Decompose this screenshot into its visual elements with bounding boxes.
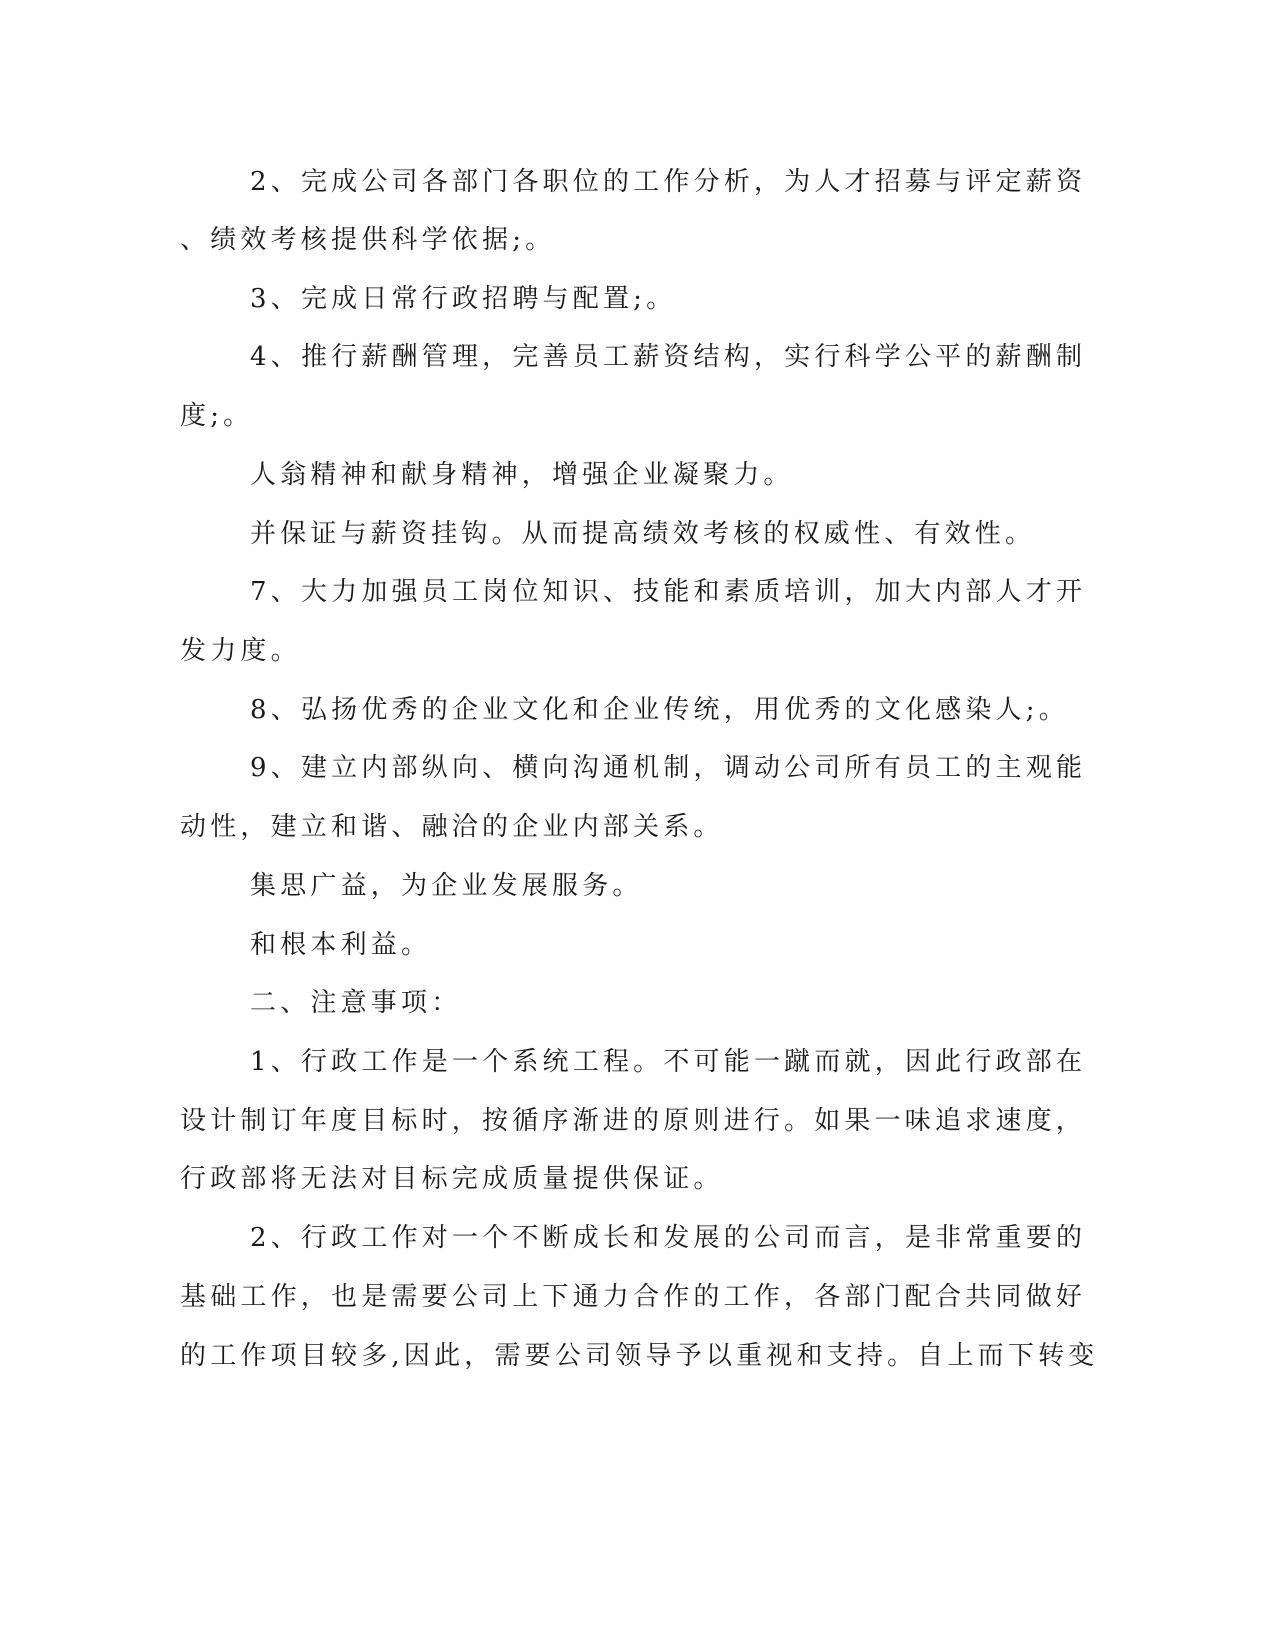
paragraph-line: 集思广益，为企业发展服务。 (250, 871, 643, 901)
paragraph-line: 和根本利益。 (250, 930, 432, 960)
paragraph-line: 基础工作，也是需要公司上下通力合作的工作，各部门配合共同做好 (180, 1282, 1087, 1312)
section-heading: 二、注意事项： (250, 988, 462, 1018)
paragraph-line: 9、建立内部纵向、横向沟通机制，调动公司所有员工的主观能 (250, 753, 1087, 783)
paragraph-line: 4、推行薪酬管理，完善员工薪资结构，实行科学公平的薪酬制 (250, 342, 1087, 372)
paragraph-line: 、绩效考核提供科学依据;。 (180, 225, 556, 255)
paragraph-line: 7、大力加强员工岗位知识、技能和素质培训，加大内部人才开 (250, 577, 1087, 607)
paragraph-line: 发力度。 (180, 636, 301, 666)
paragraph-line: 行政部将无法对目标完成质量提供保证。 (180, 1164, 724, 1194)
paragraph-line: 2、行政工作对一个不断成长和发展的公司而言，是非常重要的 (250, 1223, 1087, 1253)
paragraph-line: 动性，建立和谐、融洽的企业内部关系。 (180, 812, 724, 842)
paragraph-line: 3、完成日常行政招聘与配置;。 (250, 284, 677, 314)
paragraph-line: 人翁精神和献身精神，增强企业凝聚力。 (250, 460, 794, 490)
paragraph-line: 并保证与薪资挂钩。从而提高绩效考核的权威性、有效性。 (250, 519, 1036, 549)
paragraph-line: 的工作项目较多,因此，需要公司领导予以重视和支持。自上而下转变 (180, 1341, 1099, 1371)
paragraph-line: 2、完成公司各部门各职位的工作分析，为人才招募与评定薪资 (250, 167, 1087, 197)
paragraph-line: 1、行政工作是一个系统工程。不可能一蹴而就，因此行政部在 (250, 1047, 1087, 1077)
paragraph-line: 8、弘扬优秀的企业文化和企业传统，用优秀的文化感染人;。 (250, 695, 1069, 725)
paragraph-line: 度;。 (180, 401, 254, 431)
paragraph-line: 设计制订年度目标时，按循序渐进的原则进行。如果一味追求速度， (180, 1106, 1087, 1136)
